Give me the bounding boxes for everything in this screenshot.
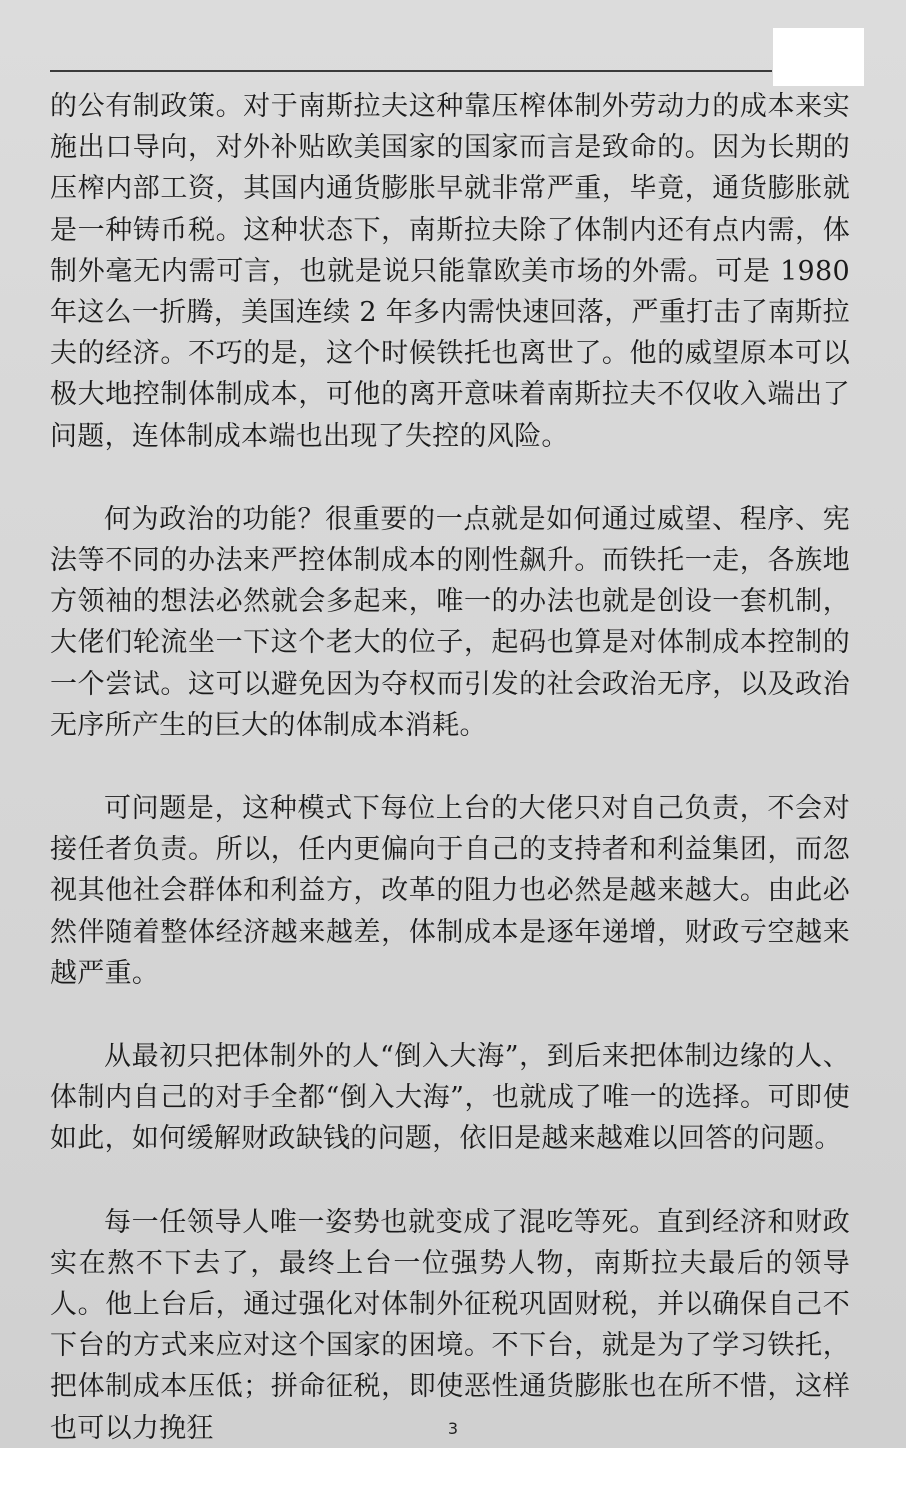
- paragraph-continued: 的公有制政策。对于南斯拉夫这种靠压榨体制外劳动力的成本来实施出口导向，对外补贴欧美国家的国家而言是致命的。因为长期的压榨内部工资，其国内通货膨胀早就非常严重，毕竟，通货膨胀就是一种铸币税。这种状态下，南斯拉夫除了体制内还有点内需，体制外毫无内需可言，也就是说只能靠欧美市场的外需。可是 1980 年这么一折腾，美国连续 2 年多内需快速回落，严重打击了南斯拉夫的经济。不巧的是，这个时候铁托也离世了。他的威望原本可以极大地控制体制成本，可他的离开意味着南斯拉夫不仅收入端出了问题，连体制成本端也出现了失控的风险。: [50, 91, 850, 452]
- body-text: [50, 86, 850, 1449]
- page-number: 3: [447, 1419, 459, 1438]
- paragraph-rotation-problem: 可问题是，这种模式下每位上台的大佬只对自己负责，不会对接任者负责。所以，任内更偏向于自己的支持者和利益集团，而忽视其他社会群体和利益方，改革的阻力也必然是越来越大。由此必然伴随着整体经济越来越差，体制成本是逐年递增，财政亏空越来越严重。: [50, 793, 850, 989]
- redaction-patch: [773, 28, 864, 86]
- header-rule: [50, 70, 772, 72]
- paragraph-into-the-sea: 从最初只把体制外的人“倒入大海”，到后来把体制边缘的人、体制内自己的对手全都“倒入大海”，也就成了唯一的选择。可即使如此，如何缓解财政缺钱的问题，依旧是越来越难以回答的问题。: [50, 1041, 850, 1155]
- paragraph-political-function: 何为政治的功能？很重要的一点就是如何通过威望、程序、宪法等不同的办法来严控体制成本的刚性飙升。而铁托一走，各族地方领袖的想法必然就会多起来，唯一的办法也就是创设一套机制，大佬们轮流坐一下这个老大的位子，起码也算是对体制成本控制的一个尝试。这可以避免因为夺权而引发的社会政治无序，以及政治无序所产生的巨大的体制成本消耗。: [50, 503, 850, 741]
- paragraph-last-leader: 每一任领导人唯一姿势也就变成了混吃等死。直到经济和财政实在熬不下去了，最终上台一位强势人物，南斯拉夫最后的领导人。他上台后，通过强化对体制外征税巩固财税，并以确保自己不下台的方式来应对这个国家的困境。不下台，就是为了学习铁托，把体制成本压低；拼命征税，即使恶性通货膨胀也在所不惜，这样也可以力挽狂: [50, 1206, 850, 1444]
